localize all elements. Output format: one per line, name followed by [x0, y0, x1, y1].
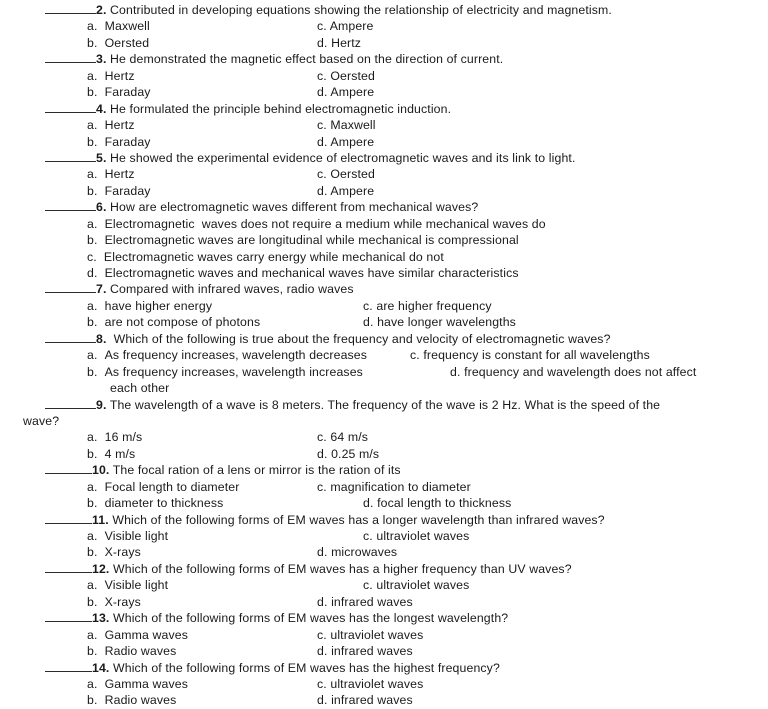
option-text[interactable]: have higher energy	[104, 298, 213, 313]
option-label: c.	[317, 118, 327, 133]
option-label: d.	[317, 693, 328, 708]
option-text[interactable]: diameter to thickness	[104, 496, 224, 511]
option-text[interactable]: 4 m/s	[104, 446, 136, 461]
question-text: Contributed in developing equations showing the relationship of electricity and magnetism.	[106, 3, 612, 17]
option-text[interactable]: X-rays	[104, 594, 141, 609]
option-row	[0, 35, 768, 51]
question-stem	[0, 101, 768, 117]
option-text[interactable]: Hertz	[104, 68, 135, 83]
option-column-right	[317, 627, 423, 643]
option-text[interactable]: Ampere	[329, 19, 374, 34]
option-row	[0, 18, 768, 34]
answer-blank[interactable]	[45, 660, 92, 672]
option-column-right	[317, 544, 397, 560]
option-text[interactable]: ultraviolet waves	[376, 529, 470, 543]
option-column-right	[363, 314, 516, 330]
option-label: a.	[87, 430, 98, 445]
option-row	[0, 314, 768, 330]
question-stem	[0, 281, 768, 297]
option-row	[0, 249, 768, 265]
option-label: b.	[87, 85, 98, 100]
option-text[interactable]: Oersted	[104, 35, 150, 50]
option-label: c.	[317, 430, 327, 445]
answer-blank[interactable]	[45, 2, 96, 14]
option-text[interactable]: Visible light	[104, 529, 169, 543]
option-label: a.	[87, 529, 98, 543]
option-text[interactable]: ultraviolet waves	[376, 578, 470, 593]
option-column-right	[317, 35, 361, 51]
question-text: Which of the following is true about the frequency and velocity of electromagnetic waves?	[106, 331, 611, 346]
option-label: c.	[317, 68, 327, 83]
option-row	[0, 232, 768, 248]
option-label: c.	[363, 578, 373, 593]
option-column-right	[317, 594, 413, 610]
option-text[interactable]: are not compose of photons	[104, 315, 261, 330]
option-label: b.	[87, 594, 98, 609]
answer-blank[interactable]	[45, 462, 92, 474]
option-continuation: each other	[110, 381, 170, 396]
option-row	[0, 298, 768, 314]
option-label: c.	[317, 479, 327, 494]
option-text[interactable]: Radio waves	[104, 693, 177, 708]
option-column-right	[317, 166, 375, 182]
option-label: b.	[87, 315, 98, 330]
option-text[interactable]: frequency is constant for all wavelengths	[423, 348, 650, 363]
option-column-right	[317, 84, 374, 100]
option-column-right	[317, 676, 423, 692]
option-text[interactable]: infrared waves	[331, 644, 413, 659]
question-stem	[0, 2, 768, 18]
option-label: c.	[317, 19, 327, 34]
option-label: d.	[317, 183, 328, 198]
answer-blank[interactable]	[45, 101, 96, 113]
answer-blank[interactable]	[45, 150, 96, 162]
option-text[interactable]: 0.25 m/s	[331, 446, 380, 461]
option-label: a.	[87, 216, 98, 231]
option-label: c.	[317, 676, 327, 691]
option-label: c.	[317, 627, 327, 642]
option-label: c.	[410, 348, 420, 363]
question-stem	[0, 561, 768, 577]
option-label: d.	[317, 594, 328, 609]
option-row	[0, 68, 768, 84]
question-text: Which of the following forms of EM waves has a higher frequency than UV waves?	[109, 561, 572, 576]
answer-blank[interactable]	[45, 331, 96, 343]
answer-blank[interactable]	[45, 610, 92, 622]
option-text[interactable]: Oersted	[330, 68, 375, 83]
option-label: d.	[317, 545, 328, 560]
option-label: b.	[87, 496, 98, 511]
option-label: d.	[317, 35, 328, 50]
option-column-right	[363, 577, 469, 593]
answer-blank[interactable]	[45, 281, 96, 293]
option-text[interactable]: magnification to diameter	[330, 479, 471, 494]
option-text[interactable]: focal length to thickness	[377, 496, 512, 511]
option-row	[0, 692, 768, 708]
question-text: The wavelength of a wave is 8 meters. The frequency of the wave is 2 Hz. What is the speed of the	[106, 397, 661, 412]
question-stem	[0, 660, 768, 676]
option-row	[0, 446, 768, 462]
question-stem	[0, 150, 768, 166]
option-text[interactable]: Ampere	[330, 85, 375, 100]
option-text[interactable]: As frequency increases, wavelength decreases	[104, 348, 368, 363]
option-text[interactable]: Hertz	[104, 167, 135, 182]
option-text[interactable]: Gamma waves	[104, 627, 188, 642]
option-label: c.	[87, 249, 97, 264]
option-column-right	[317, 479, 471, 495]
option-text[interactable]: Electromagnetic waves are longitudinal while mechanical is compressional	[104, 233, 519, 248]
question-text: He formulated the principle behind electromagnetic induction.	[106, 101, 452, 116]
option-row	[0, 528, 768, 544]
option-label: a.	[87, 19, 98, 34]
option-text[interactable]: 16 m/s	[104, 430, 143, 445]
option-row	[0, 676, 768, 692]
answer-blank[interactable]	[45, 397, 96, 409]
question-number: 5.	[96, 150, 107, 165]
option-row	[0, 183, 768, 199]
option-text[interactable]: Hertz	[104, 118, 135, 133]
option-text[interactable]: Oersted	[330, 167, 375, 182]
option-text[interactable]: Faraday	[104, 183, 151, 198]
option-row	[0, 166, 768, 182]
option-text[interactable]: Ampere	[330, 134, 375, 149]
option-row	[0, 216, 768, 232]
option-text[interactable]: Ampere	[330, 183, 375, 198]
question-number: 14.	[92, 660, 110, 675]
option-text[interactable]: Maxwell	[104, 19, 150, 34]
option-label: c.	[363, 298, 373, 313]
option-column-right	[317, 134, 374, 150]
option-label: a.	[87, 578, 98, 593]
option-label: b.	[87, 446, 98, 461]
question-stem	[0, 51, 768, 67]
option-text[interactable]: X-rays	[104, 545, 141, 560]
option-label: d.	[363, 496, 374, 511]
option-label: a.	[87, 348, 98, 363]
option-column-right	[317, 643, 413, 659]
option-row	[0, 117, 768, 133]
option-label: b.	[87, 134, 98, 149]
option-label: d.	[87, 266, 98, 280]
option-text[interactable]: frequency and wavelength does not affect	[464, 364, 697, 379]
question-text-wrap: wave?	[23, 413, 60, 428]
question-number: 6.	[96, 200, 107, 215]
option-text[interactable]: Gamma waves	[104, 676, 188, 691]
option-column-right	[317, 429, 368, 445]
option-text[interactable]: Maxwell	[330, 118, 376, 133]
option-column-right	[317, 446, 379, 462]
option-label: a.	[87, 627, 98, 642]
question-stem	[0, 462, 768, 478]
option-label: c.	[317, 167, 327, 182]
option-text[interactable]: Radio waves	[104, 644, 177, 659]
option-row	[0, 577, 768, 593]
option-label: b.	[87, 35, 98, 50]
option-row	[0, 643, 768, 659]
question-number: 4.	[96, 101, 107, 116]
option-text[interactable]: infrared waves	[331, 693, 413, 708]
answer-blank[interactable]	[45, 199, 96, 211]
option-label: a.	[87, 167, 98, 182]
question-text: Compared with infrared waves, radio waves	[106, 282, 354, 297]
question-number: 10.	[92, 463, 110, 478]
option-text[interactable]: Focal length to diameter	[104, 479, 240, 494]
question-number: 11.	[92, 512, 109, 527]
question-number: 9.	[96, 397, 107, 412]
option-text[interactable]: Faraday	[104, 85, 151, 100]
option-label: d.	[450, 364, 461, 379]
option-row	[0, 594, 768, 610]
option-label: b.	[87, 545, 98, 560]
option-text[interactable]: are higher frequency	[376, 298, 492, 313]
option-label: a.	[87, 118, 98, 133]
option-column-right	[410, 347, 650, 363]
question-stem	[0, 512, 768, 528]
option-label: a.	[87, 676, 98, 691]
question-number: 7.	[96, 282, 107, 297]
question-number: 12.	[92, 561, 110, 576]
option-text[interactable]: microwaves	[331, 545, 398, 560]
option-label: d.	[317, 85, 328, 100]
option-text[interactable]: Visible light	[104, 578, 169, 593]
option-column-right	[317, 18, 373, 34]
option-row	[0, 347, 768, 363]
question-text: Which of the following forms of EM waves has the longest wavelength?	[109, 611, 509, 626]
option-column-right	[363, 298, 492, 314]
option-text[interactable]: ultraviolet waves	[330, 627, 424, 642]
question-text: The focal ration of a lens or mirror is the ration of its	[109, 463, 401, 478]
option-label: d.	[363, 315, 374, 330]
option-column-right	[317, 183, 374, 199]
option-text[interactable]: infrared waves	[331, 594, 413, 609]
option-row	[0, 429, 768, 445]
option-text[interactable]: ultraviolet waves	[330, 676, 424, 691]
option-column-right	[317, 68, 375, 84]
question-number: 8.	[96, 331, 107, 346]
option-column-right	[363, 495, 511, 511]
option-label: a.	[87, 479, 98, 494]
question-stem	[0, 397, 768, 413]
answer-blank[interactable]	[45, 512, 92, 524]
option-text[interactable]: Electromagnetic waves does not require a medium while mechanical waves do	[104, 216, 546, 231]
option-row	[0, 495, 768, 511]
question-text: Which of the following forms of EM waves has the highest frequency?	[109, 660, 500, 675]
option-label: d.	[317, 134, 328, 149]
question-number: 2.	[96, 3, 107, 17]
option-label: b.	[87, 644, 98, 659]
option-row	[0, 364, 768, 380]
option-label: c.	[363, 529, 373, 543]
question-text: He demonstrated the magnetic effect based on the direction of current.	[106, 52, 504, 67]
option-text[interactable]: As frequency increases, wavelength increases	[104, 364, 363, 379]
option-text[interactable]: Electromagnetic waves carry energy while mechanical do not	[103, 249, 444, 264]
option-text[interactable]: have longer wavelengths	[377, 315, 516, 330]
answer-blank[interactable]	[45, 561, 92, 573]
option-text[interactable]: Faraday	[104, 134, 151, 149]
option-text[interactable]: Electromagnetic waves and mechanical waves have similar characteristics	[104, 266, 519, 280]
option-row	[0, 479, 768, 495]
option-column-right	[317, 692, 413, 708]
option-row	[0, 84, 768, 100]
answer-blank[interactable]	[45, 51, 96, 63]
option-text[interactable]: Hertz	[331, 35, 362, 50]
question-stem	[0, 331, 768, 347]
option-row	[0, 134, 768, 150]
question-text: He showed the experimental evidence of electromagnetic waves and its link to light.	[106, 150, 576, 165]
option-row	[0, 265, 768, 281]
option-text[interactable]: 64 m/s	[330, 430, 368, 445]
option-label: b.	[87, 183, 98, 198]
question-number: 3.	[96, 52, 107, 67]
option-row	[0, 627, 768, 643]
option-label: a.	[87, 298, 98, 313]
option-label: b.	[87, 693, 98, 708]
option-label: b.	[87, 233, 98, 248]
option-column-right	[317, 117, 376, 133]
option-label: d.	[317, 446, 328, 461]
question-number: 13.	[92, 611, 110, 626]
question-text: Which of the following forms of EM waves has a longer wavelength than infrared waves?	[108, 512, 605, 527]
option-column-right	[363, 528, 469, 544]
question-stem	[0, 199, 768, 215]
question-stem	[0, 610, 768, 626]
option-label: b.	[87, 364, 98, 379]
option-label: d.	[317, 644, 328, 659]
option-row	[0, 544, 768, 560]
option-column-right	[450, 364, 696, 380]
question-text: How are electromagnetic waves different from mechanical waves?	[106, 200, 479, 215]
option-label: a.	[87, 68, 98, 83]
